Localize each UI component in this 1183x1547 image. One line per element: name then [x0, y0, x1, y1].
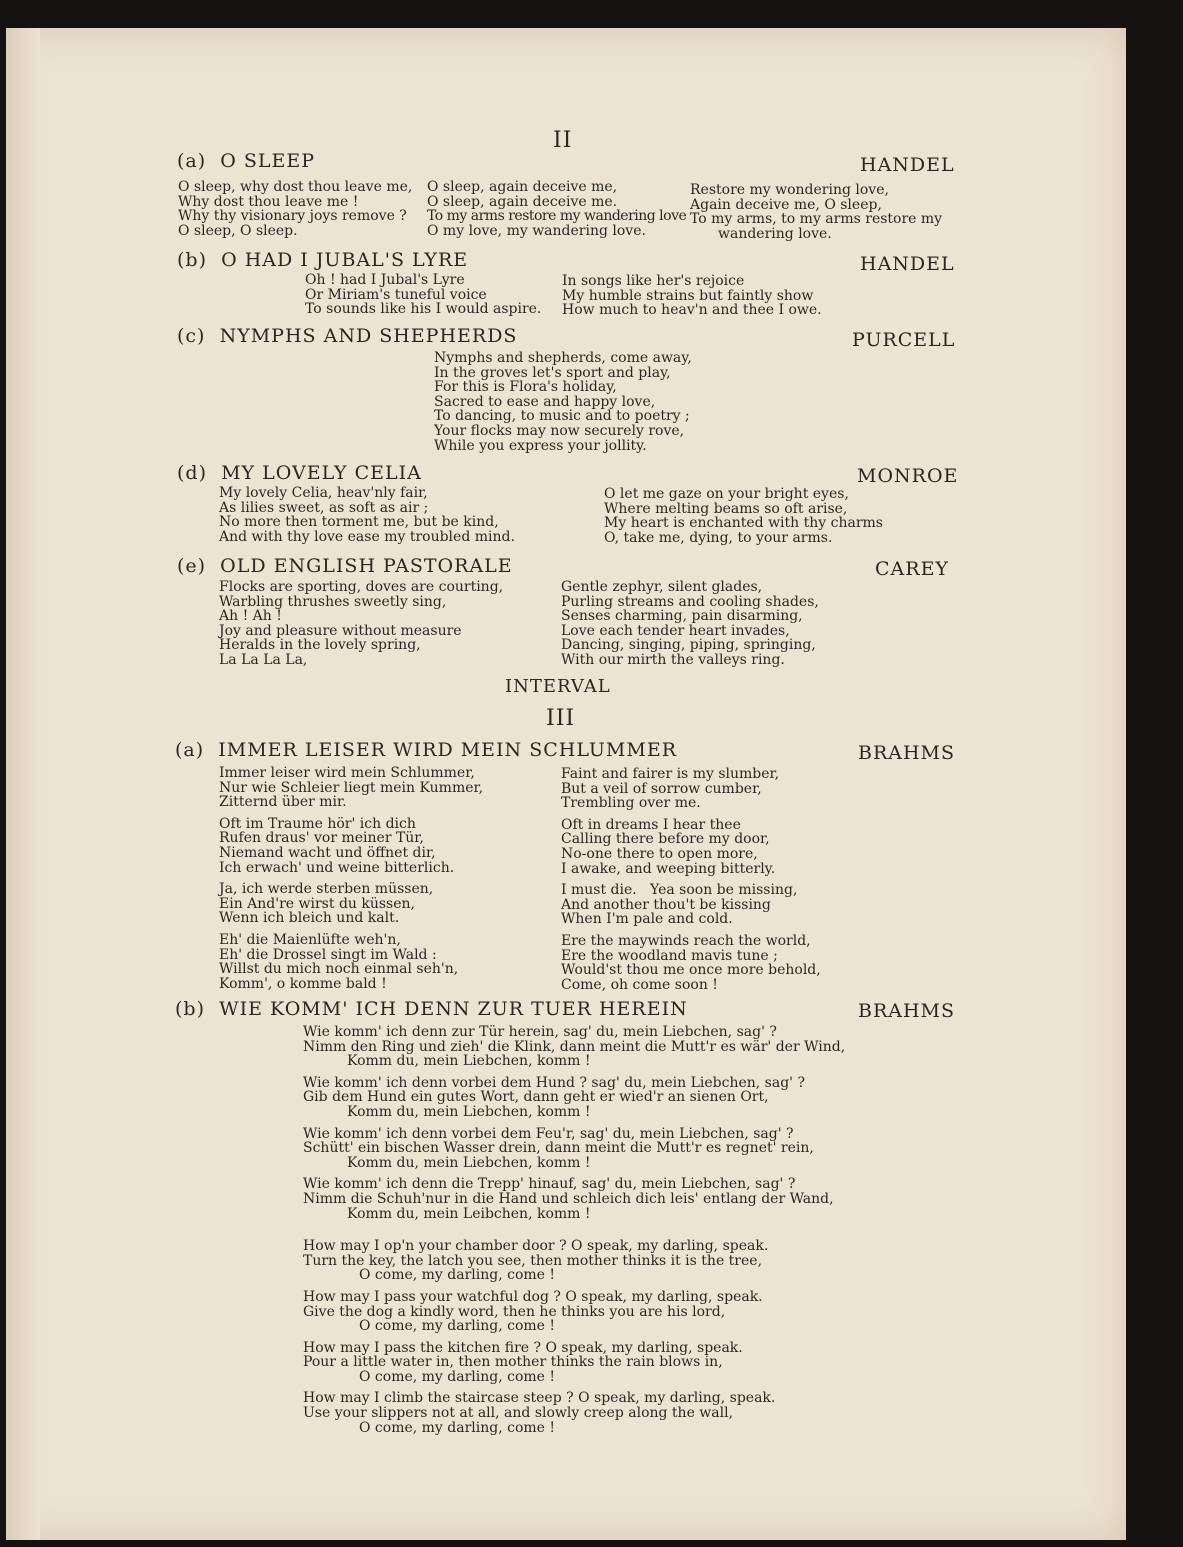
lyric-line: Dancing, singing, piping, springing, — [561, 637, 816, 654]
lyric-line: Why dost thou leave me ! — [178, 193, 359, 210]
lyric-line: Nimm die Schuh'nur in die Hand und schleich dich leis' entlang der Wand, — [303, 1190, 834, 1207]
song-title: OLD ENGLISH PASTORALE — [220, 555, 513, 577]
lyric-line: Ere the maywinds reach the world, — [561, 932, 811, 949]
lyric-line: My humble strains but faintly show — [562, 287, 814, 304]
lyric-line: Wie komm' ich denn zur Tür herein, sag' du, mein Liebchen, sag' ? — [303, 1024, 777, 1040]
lyric-line: Niemand wacht und öffnet dir, — [219, 844, 436, 861]
song-3b-heading — [175, 998, 688, 1020]
song-label: (c) — [177, 325, 206, 347]
lyric-line: Ich erwach' und weine bitterlich. — [219, 859, 455, 876]
lyric-line: Schütt' ein bischen Wasser drein, dann meint die Mutt'r es regnet' rein, — [303, 1140, 814, 1157]
lyric-line: Oh ! had I Jubal's Lyre — [305, 272, 465, 288]
song-label: (e) — [177, 555, 207, 577]
interval-heading: INTERVAL — [505, 676, 611, 697]
song-a-heading — [177, 150, 315, 172]
lyric-line: I awake, and weeping bitterly. — [561, 860, 776, 877]
lyric-line: My heart is enchanted with thy charms — [604, 515, 883, 532]
lyric-line: Nur wie Schleier liegt mein Kummer, — [219, 779, 484, 796]
lyric-line: Wenn ich bleich und kalt. — [219, 910, 400, 927]
song-composer: CAREY — [875, 558, 949, 580]
lyric-line: O sleep, O sleep. — [178, 222, 298, 239]
lyric-line: Flocks are sporting, doves are courting, — [219, 579, 504, 595]
lyric-line: Ere the woodland mavis tune ; — [561, 947, 778, 964]
song-composer: BRAHMS — [858, 1000, 956, 1022]
lyric-line: Turn the key, the latch you see, then mother thinks it is the tree, — [303, 1252, 763, 1269]
lyric-line: But a veil of sorrow cumber, — [561, 780, 762, 797]
song-c-heading — [177, 325, 517, 347]
lyric-line: Calling there before my door, — [561, 831, 770, 848]
lyric-line: While you express your jollity. — [434, 437, 647, 454]
lyric-line: Your flocks may now securely rove, — [434, 422, 685, 439]
lyric-line: And another thou't be kissing — [561, 896, 771, 913]
lyric-line: For this is Flora's holiday, — [434, 379, 617, 396]
song-title: IMMER LEISER WIRD MEIN SCHLUMMER — [218, 739, 678, 761]
song-b-heading — [177, 249, 468, 271]
lyric-line: How may I climb the staircase steep ? O speak, my darling, speak. — [303, 1390, 776, 1407]
lyric-line: Eh' die Maienlüfte weh'n, — [219, 931, 401, 948]
lyric-line: O sleep, why dost thou leave me, — [178, 179, 413, 195]
lyric-line: Rufen draus' vor meiner Tür, — [219, 830, 424, 847]
lyric-line: Komm du, mein Liebchen, komm ! — [347, 1103, 591, 1120]
song-title: NYMPHS AND SHEPHERDS — [219, 325, 518, 347]
lyric-line: Immer leiser wird mein Schlummer, — [219, 765, 475, 781]
lyric-line: Or Miriam's tuneful voice — [305, 286, 487, 303]
song-e-col1 — [219, 580, 503, 668]
lyric-line: Ja, ich werde sterben müssen, — [219, 881, 434, 898]
song-b-col2 — [562, 274, 822, 318]
song-label: (b) — [175, 998, 205, 1020]
lyric-line: With our mirth the valleys ring. — [561, 651, 785, 668]
song-3a-heading — [175, 739, 677, 761]
lyric-line: O sleep, again deceive me. — [427, 193, 618, 210]
lyric-line: In the groves let's sport and play, — [434, 364, 671, 381]
song-label: (a) — [175, 739, 205, 761]
lyric-line: Wie komm' ich denn die Trepp' hinauf, sag' du, mein Liebchen, sag' ? — [303, 1176, 796, 1193]
lyric-line: Gib dem Hund ein gutes Wort, dann geht er wied'r an sienen Ort, — [303, 1089, 769, 1106]
lyric-line: And with thy love ease my troubled mind. — [219, 528, 515, 545]
lyric-line: Give the dog a kindly word, then he thinks you are his lord, — [303, 1303, 726, 1320]
lyric-line: wandering love. — [718, 225, 832, 242]
song-b-col1 — [305, 273, 541, 317]
song-3b-lyrics — [303, 1025, 845, 1435]
lyric-line: No more then torment me, but be kind, — [219, 514, 499, 531]
lyric-line: La La La La, — [219, 651, 308, 668]
lyric-line: Trembling over me. — [561, 795, 701, 812]
song-title: O SLEEP — [220, 150, 316, 172]
lyric-line: Ah ! Ah ! — [219, 608, 282, 625]
lyric-line: Wie komm' ich denn vorbei dem Feu'r, sag' du, mein Liebchen, sag' ? — [303, 1125, 794, 1142]
lyric-line: Komm du, mein Liebchen, komm ! — [347, 1053, 591, 1070]
song-a-col1 — [178, 180, 412, 238]
lyric-line: Willst du mich noch einmal seh'n, — [219, 961, 459, 978]
lyric-line: To sounds like his I would aspire. — [305, 301, 542, 318]
lyric-line: Wie komm' ich denn vorbei dem Hund ? sag' du, mein Liebchen, sag' ? — [303, 1074, 805, 1091]
song-label: (b) — [177, 249, 207, 271]
lyric-line: Ein And're wirst du küssen, — [219, 895, 415, 912]
lyric-line: Komm du, mein Leibchen, komm ! — [347, 1205, 591, 1222]
song-title: O HAD I JUBAL'S LYRE — [221, 249, 469, 271]
lyric-line: O let me gaze on your bright eyes, — [604, 486, 849, 502]
lyric-line: O sleep, again deceive me, — [427, 179, 618, 195]
lyric-line: Zitternd über mir. — [219, 794, 347, 811]
lyric-line: How may I op'n your chamber door ? O speak, my darling, speak. — [303, 1238, 769, 1255]
lyric-line: Would'st thou me once more behold, — [561, 962, 821, 979]
song-e-col2 — [561, 580, 819, 668]
song-composer: HANDEL — [860, 253, 955, 275]
lyric-line: Love each tender heart invades, — [561, 622, 790, 639]
lyric-line: Gentle zephyr, silent glades, — [561, 579, 763, 595]
lyric-line: O my love, my wandering love. — [427, 222, 646, 239]
lyric-line: As lilies sweet, as soft as air ; — [219, 499, 429, 516]
lyric-line: Why thy visionary joys remove ? — [178, 208, 407, 225]
lyric-line: Komm', o komme bald ! — [219, 975, 387, 992]
song-a-col3 — [690, 183, 942, 241]
lyric-line: Faint and fairer is my slumber, — [561, 766, 780, 782]
lyric-line: Eh' die Drossel singt im Wald : — [219, 946, 437, 963]
lyric-line: No-one there to open more, — [561, 845, 758, 862]
lyric-line: Warbling thrushes sweetly sing, — [219, 593, 447, 610]
song-e-heading — [177, 555, 513, 577]
song-label: (a) — [177, 150, 207, 172]
lyric-line: O, take me, dying, to your arms. — [604, 529, 833, 546]
lyric-line: To my arms, to my arms restore my — [690, 211, 943, 228]
song-composer: PURCELL — [852, 329, 956, 351]
lyric-line: Oft in dreams I hear thee — [561, 816, 741, 833]
lyric-line: Pour a little water in, then mother thinks the rain blows in, — [303, 1354, 723, 1371]
lyric-line: O come, my darling, come ! — [359, 1318, 556, 1335]
lyric-line: In songs like her's rejoice — [562, 273, 745, 289]
song-composer: MONROE — [857, 465, 959, 487]
song-title: MY LOVELY CELIA — [221, 462, 422, 484]
song-composer: BRAHMS — [858, 742, 956, 764]
song-d-col1 — [219, 486, 515, 544]
section-numeral-iii: III — [546, 706, 576, 731]
song-c-lines — [434, 351, 692, 453]
lyric-line: O come, my darling, come ! — [359, 1368, 556, 1385]
lyric-line: I must die. Yea soon be missing, — [561, 882, 798, 899]
lyric-line: To my arms restore my wandering love — [427, 208, 687, 225]
section-numeral-ii: II — [553, 128, 573, 153]
lyric-line: Again deceive me, O sleep, — [690, 196, 882, 213]
lyric-line: How much to heav'n and thee I owe. — [562, 302, 822, 319]
lyric-line: Come, oh come soon ! — [561, 976, 718, 993]
lyric-line: My lovely Celia, heav'nly fair, — [219, 485, 428, 501]
song-d-col2 — [604, 487, 883, 545]
song-label: (d) — [177, 462, 207, 484]
lyric-line: Senses charming, pain disarming, — [561, 608, 803, 625]
song-3a-german — [219, 766, 483, 991]
lyric-line: Nymphs and shepherds, come away, — [434, 350, 692, 366]
lyric-line: O come, my darling, come ! — [359, 1267, 556, 1284]
lyric-line: When I'm pale and cold. — [561, 911, 733, 928]
song-composer: HANDEL — [860, 154, 955, 176]
lyric-line: Where melting beams so oft arise, — [604, 500, 848, 517]
song-d-heading — [177, 462, 422, 484]
page-fold-shadow — [6, 28, 40, 1540]
lyric-line: How may I pass the kitchen fire ? O speak, my darling, speak. — [303, 1339, 743, 1356]
lyric-line: Oft im Traume hör' ich dich — [219, 815, 416, 832]
song-title: WIE KOMM' ICH DENN ZUR TUER HEREIN — [219, 998, 688, 1020]
lyric-line: Nimm den Ring und zieh' die Klink, dann meint die Mutt'r es wär' der Wind, — [303, 1038, 846, 1055]
lyric-line: Heralds in the lovely spring, — [219, 637, 421, 654]
song-a-col2 — [427, 180, 686, 238]
lyric-line: Restore my wondering love, — [690, 182, 889, 198]
lyric-line: Sacred to ease and happy love, — [434, 393, 656, 410]
lyric-line: O come, my darling, come ! — [359, 1419, 556, 1436]
lyric-line: Purling streams and cooling shades, — [561, 593, 819, 610]
lyric-line: Joy and pleasure without measure — [219, 622, 462, 639]
lyric-line: Komm du, mein Liebchen, komm ! — [347, 1154, 591, 1171]
lyric-line: To dancing, to music and to poetry ; — [434, 408, 690, 425]
lyric-line: How may I pass your watchful dog ? O speak, my darling, speak. — [303, 1288, 763, 1305]
song-3a-english — [561, 767, 821, 992]
lyric-line: Use your slippers not at all, and slowly creep along the wall, — [303, 1405, 734, 1422]
